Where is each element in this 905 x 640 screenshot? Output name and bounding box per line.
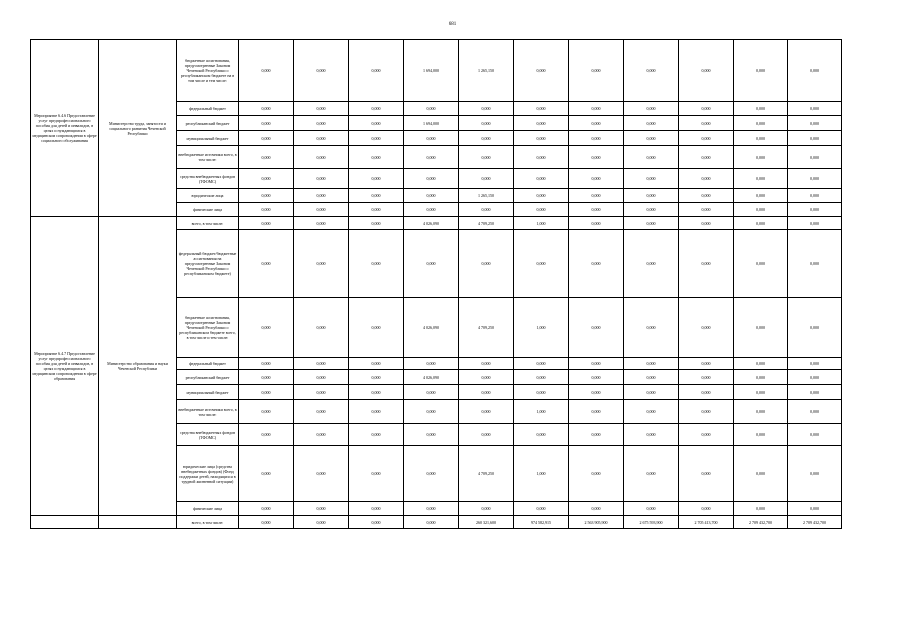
value-cell: 0,000	[349, 203, 404, 217]
value-cell: 0,000	[624, 298, 679, 358]
total-value-cell: 0,000	[239, 516, 294, 529]
value-cell: 0,000	[349, 446, 404, 502]
funding-source-cell: бюджетные ассигнования, предусмотренные Законом Чеченской Республики о республиканском бюджете на в том числе и тем числе:	[177, 40, 239, 102]
funding-source-cell: физические лица	[177, 502, 239, 516]
value-cell: 0,000	[349, 189, 404, 203]
value-cell: 0,000	[734, 203, 788, 217]
total-value-cell: 260 321,600	[459, 516, 514, 529]
value-cell: 0,000	[239, 400, 294, 424]
value-cell: 0,000	[624, 230, 679, 298]
total-value-cell: 2 705 413,700	[679, 516, 734, 529]
value-cell: 0,000	[294, 203, 349, 217]
value-cell: 0,000	[569, 217, 624, 230]
value-cell: 0,000	[294, 217, 349, 230]
value-cell: 0,000	[569, 400, 624, 424]
value-cell: 0,000	[294, 230, 349, 298]
value-cell: 4 709,250	[459, 298, 514, 358]
value-cell: 0,000	[734, 146, 788, 169]
value-cell: 0,000	[404, 400, 459, 424]
value-cell: 0,000	[679, 116, 734, 131]
value-cell: 0,000	[788, 370, 842, 385]
value-cell: 0,000	[569, 189, 624, 203]
value-cell: 0,000	[569, 298, 624, 358]
value-cell: 0,000	[294, 370, 349, 385]
value-cell: 0,000	[239, 358, 294, 370]
value-cell: 0,000	[624, 502, 679, 516]
value-cell: 0,000	[459, 370, 514, 385]
value-cell: 0,000	[294, 385, 349, 400]
value-cell: 0,000	[679, 298, 734, 358]
value-cell: 0,000	[514, 40, 569, 102]
funding-source-cell: бюджетные ассигнования, предусмотренные Законом Чеченской Республики о республиканском бюджете всего, в том числе и тем числе:	[177, 298, 239, 358]
value-cell: 0,000	[349, 230, 404, 298]
value-cell: 0,000	[788, 203, 842, 217]
value-cell: 0,000	[679, 169, 734, 189]
value-cell: 0,000	[679, 146, 734, 169]
value-cell: 0,000	[514, 230, 569, 298]
value-cell: 0,000	[788, 400, 842, 424]
total-source-cell: всего, в том числе:	[177, 516, 239, 529]
value-cell: 0,000	[569, 116, 624, 131]
value-cell: 0,000	[624, 358, 679, 370]
value-cell: 0,000	[294, 424, 349, 446]
funding-source-cell: федеральный бюджет	[177, 102, 239, 116]
value-cell: 0,000	[788, 189, 842, 203]
value-cell: 0,000	[514, 370, 569, 385]
value-cell: 0,000	[569, 203, 624, 217]
table-body	[31, 40, 842, 529]
value-cell: 0,000	[734, 385, 788, 400]
value-cell: 0,000	[624, 116, 679, 131]
funding-source-cell: физические лица	[177, 203, 239, 217]
value-cell: 0,000	[459, 203, 514, 217]
value-cell: 0,000	[734, 230, 788, 298]
value-cell: 0,000	[569, 502, 624, 516]
value-cell: 0,000	[679, 358, 734, 370]
value-cell: 0,000	[514, 424, 569, 446]
value-cell: 0,000	[624, 102, 679, 116]
value-cell: 0,000	[734, 169, 788, 189]
funding-source-cell: республиканский бюджет	[177, 370, 239, 385]
value-cell: 0,000	[514, 358, 569, 370]
value-cell: 0,000	[349, 169, 404, 189]
value-cell: 0,000	[459, 102, 514, 116]
value-cell: 0,000	[294, 446, 349, 502]
value-cell: 0,000	[459, 502, 514, 516]
total-value-cell: 2 563 905,900	[569, 516, 624, 529]
value-cell: 0,000	[624, 189, 679, 203]
value-cell: 0,000	[734, 358, 788, 370]
value-cell: 0,000	[788, 116, 842, 131]
value-cell: 0,000	[569, 131, 624, 146]
value-cell: 0,000	[294, 400, 349, 424]
value-cell: 0,000	[514, 189, 569, 203]
value-cell: 0,000	[404, 102, 459, 116]
value-cell: 0,000	[404, 230, 459, 298]
value-cell: 0,000	[239, 40, 294, 102]
total-value-cell: 2 675 593,900	[624, 516, 679, 529]
value-cell: 0,000	[239, 102, 294, 116]
value-cell: 0,000	[349, 358, 404, 370]
value-cell: 0,000	[734, 116, 788, 131]
value-cell: 0,000	[679, 446, 734, 502]
funding-source-cell: внебюджетные источники всего, в том числе:	[177, 400, 239, 424]
value-cell: 0,000	[459, 169, 514, 189]
value-cell: 0,000	[349, 298, 404, 358]
value-cell: 0,000	[624, 446, 679, 502]
value-cell: 0,000	[514, 502, 569, 516]
value-cell: 0,000	[294, 131, 349, 146]
value-cell: 0,000	[349, 146, 404, 169]
value-cell: 0,000	[569, 424, 624, 446]
value-cell: 0,000	[294, 502, 349, 516]
value-cell: 0,000	[569, 358, 624, 370]
value-cell: 0,000	[404, 169, 459, 189]
value-cell: 0,000	[788, 298, 842, 358]
value-cell: 0,000	[788, 40, 842, 102]
value-cell: 0,000	[349, 400, 404, 424]
value-cell: 0,000	[569, 40, 624, 102]
value-cell: 1 265,150	[459, 40, 514, 102]
value-cell: 0,000	[788, 502, 842, 516]
value-cell: 0,000	[239, 169, 294, 189]
value-cell: 0,000	[624, 40, 679, 102]
value-cell: 0,000	[404, 446, 459, 502]
value-cell: 0,000	[294, 189, 349, 203]
funding-source-cell: федеральный бюджет/бюджетные ассигнования на предусмотренные Законом Чеченской Республики о республиканском бюджете)	[177, 230, 239, 298]
value-cell: 0,000	[569, 370, 624, 385]
value-cell: 0,000	[349, 424, 404, 446]
value-cell: 0,000	[514, 385, 569, 400]
value-cell: 0,000	[569, 102, 624, 116]
value-cell: 0,000	[294, 169, 349, 189]
value-cell: 0,000	[569, 169, 624, 189]
value-cell: 0,000	[459, 358, 514, 370]
value-cell: 0,000	[679, 400, 734, 424]
value-cell: 0,000	[624, 146, 679, 169]
value-cell: 0,000	[239, 298, 294, 358]
value-cell: 0,000	[788, 169, 842, 189]
funding-source-cell: муниципальный бюджет	[177, 385, 239, 400]
value-cell: 1 694,000	[404, 40, 459, 102]
executor-cell: Министерство образования и науки Чеченской Республики	[99, 217, 177, 516]
value-cell: 0,000	[294, 298, 349, 358]
value-cell: 0,000	[294, 116, 349, 131]
value-cell: 0,000	[459, 131, 514, 146]
total-value-cell: 0,000	[404, 516, 459, 529]
value-cell: 0,000	[349, 217, 404, 230]
value-cell: 0,000	[788, 217, 842, 230]
value-cell: 0,000	[734, 400, 788, 424]
value-cell: 4 709,250	[459, 217, 514, 230]
value-cell: 0,000	[349, 370, 404, 385]
value-cell: 0,000	[239, 116, 294, 131]
value-cell: 4 709,250	[459, 446, 514, 502]
value-cell: 4 026,090	[404, 370, 459, 385]
value-cell: 0,000	[734, 131, 788, 146]
value-cell: 0,000	[734, 189, 788, 203]
value-cell: 0,000	[349, 502, 404, 516]
value-cell: 0,000	[679, 502, 734, 516]
value-cell: 0,000	[788, 131, 842, 146]
value-cell: 0,000	[294, 40, 349, 102]
event-cell: Мероприятие 6.4.6 Предоставление услуг предпрофессионального пособия для детей и инвалидов, в целях и нуждающимся в медицинском сопровождении в сфере социального обслуживания	[31, 40, 99, 217]
total-value-cell: 0,000	[294, 516, 349, 529]
value-cell: 0,000	[459, 385, 514, 400]
empty-cell	[99, 516, 177, 529]
table-row	[31, 217, 842, 230]
value-cell: 0,000	[404, 131, 459, 146]
total-value-cell: 2 709 432,700	[734, 516, 788, 529]
value-cell: 0,000	[788, 358, 842, 370]
value-cell: 0,000	[679, 424, 734, 446]
value-cell: 0,000	[788, 385, 842, 400]
funding-source-cell: юридические лица (средства внебюджетных фондов) (Фонд поддержки детей, находящихся в трудной жизненной ситуации)	[177, 446, 239, 502]
value-cell: 1,000	[514, 400, 569, 424]
funding-source-cell: внебюджетные источники всего, в том числе:	[177, 146, 239, 169]
page-number: 681	[448, 22, 457, 27]
value-cell: 0,000	[404, 502, 459, 516]
value-cell: 0,000	[788, 146, 842, 169]
value-cell: 1 265,150	[459, 189, 514, 203]
value-cell: 0,000	[624, 370, 679, 385]
value-cell: 0,000	[679, 40, 734, 102]
budget-table	[30, 39, 842, 529]
total-row	[31, 516, 842, 529]
value-cell: 0,000	[624, 400, 679, 424]
value-cell: 0,000	[624, 131, 679, 146]
value-cell: 0,000	[404, 203, 459, 217]
funding-source-cell: муниципальный бюджет	[177, 131, 239, 146]
value-cell: 0,000	[734, 370, 788, 385]
value-cell: 0,000	[239, 502, 294, 516]
value-cell: 0,000	[459, 230, 514, 298]
value-cell: 0,000	[239, 146, 294, 169]
value-cell: 0,000	[679, 203, 734, 217]
value-cell: 0,000	[569, 230, 624, 298]
value-cell: 1,000	[514, 217, 569, 230]
value-cell: 0,000	[294, 146, 349, 169]
value-cell: 4 026,090	[404, 217, 459, 230]
total-value-cell: 0,000	[349, 516, 404, 529]
funding-source-cell: средства внебюджетных фондов (ТФОМС)	[177, 424, 239, 446]
funding-source-cell: федеральный бюджет	[177, 358, 239, 370]
funding-source-cell: средства внебюджетных фондов (ТФОМС)	[177, 169, 239, 189]
value-cell: 0,000	[239, 385, 294, 400]
value-cell: 0,000	[569, 385, 624, 400]
value-cell: 0,000	[239, 230, 294, 298]
funding-source-cell: республиканский бюджет	[177, 116, 239, 131]
value-cell: 0,000	[788, 230, 842, 298]
funding-source-cell: всего, в том числе:	[177, 217, 239, 230]
table-row	[31, 40, 842, 102]
value-cell: 0,000	[514, 131, 569, 146]
value-cell: 0,000	[294, 102, 349, 116]
value-cell: 0,000	[459, 400, 514, 424]
funding-source-cell: юридические лица	[177, 189, 239, 203]
value-cell: 0,000	[459, 146, 514, 169]
value-cell: 0,000	[514, 102, 569, 116]
value-cell: 1,000	[514, 446, 569, 502]
value-cell: 0,000	[624, 203, 679, 217]
value-cell: 0,000	[624, 385, 679, 400]
value-cell: 0,000	[624, 424, 679, 446]
empty-cell	[31, 516, 99, 529]
value-cell: 0,000	[679, 230, 734, 298]
value-cell: 0,000	[404, 189, 459, 203]
value-cell: 0,000	[514, 116, 569, 131]
value-cell: 0,000	[624, 169, 679, 189]
value-cell: 0,000	[404, 424, 459, 446]
value-cell: 0,000	[734, 446, 788, 502]
value-cell: 0,000	[514, 146, 569, 169]
value-cell: 0,000	[734, 102, 788, 116]
value-cell: 0,000	[349, 131, 404, 146]
value-cell: 0,000	[788, 424, 842, 446]
value-cell: 0,000	[349, 40, 404, 102]
value-cell: 0,000	[569, 446, 624, 502]
value-cell: 0,000	[679, 370, 734, 385]
value-cell: 0,000	[349, 102, 404, 116]
value-cell: 0,000	[679, 385, 734, 400]
value-cell: 0,000	[349, 385, 404, 400]
value-cell: 0,000	[239, 370, 294, 385]
value-cell: 0,000	[788, 446, 842, 502]
value-cell: 0,000	[294, 358, 349, 370]
value-cell: 0,000	[404, 358, 459, 370]
value-cell: 0,000	[239, 424, 294, 446]
value-cell: 4 026,090	[404, 298, 459, 358]
value-cell: 0,000	[239, 217, 294, 230]
value-cell: 0,000	[734, 217, 788, 230]
value-cell: 0,000	[679, 131, 734, 146]
value-cell: 1,000	[514, 298, 569, 358]
value-cell: 0,000	[734, 424, 788, 446]
value-cell: 0,000	[514, 169, 569, 189]
value-cell: 0,000	[624, 217, 679, 230]
total-value-cell: 2 709 432,700	[788, 516, 842, 529]
value-cell: 0,000	[679, 189, 734, 203]
value-cell: 0,000	[404, 146, 459, 169]
value-cell: 1 694,000	[404, 116, 459, 131]
value-cell: 0,000	[349, 116, 404, 131]
value-cell: 0,000	[514, 203, 569, 217]
value-cell: 0,000	[788, 102, 842, 116]
value-cell: 0,000	[459, 424, 514, 446]
event-cell: Мероприятие 6.4.7 Предоставление услуг предпрофессионального пособия для детей и инвалидов, в целях и нуждающимся в медицинском сопровождении в сфере образования	[31, 217, 99, 516]
value-cell: 0,000	[569, 146, 624, 169]
total-value-cell: 974 582,915	[514, 516, 569, 529]
value-cell: 0,000	[404, 385, 459, 400]
value-cell: 0,000	[734, 298, 788, 358]
value-cell: 0,000	[734, 502, 788, 516]
value-cell: 0,000	[239, 131, 294, 146]
value-cell: 0,000	[459, 116, 514, 131]
value-cell: 0,000	[679, 217, 734, 230]
value-cell: 0,000	[239, 203, 294, 217]
value-cell: 0,000	[239, 189, 294, 203]
value-cell: 0,000	[239, 446, 294, 502]
executor-cell: Министерство труда, занятости и социального развития Чеченской Республики	[99, 40, 177, 217]
value-cell: 0,000	[679, 102, 734, 116]
value-cell: 0,000	[734, 40, 788, 102]
